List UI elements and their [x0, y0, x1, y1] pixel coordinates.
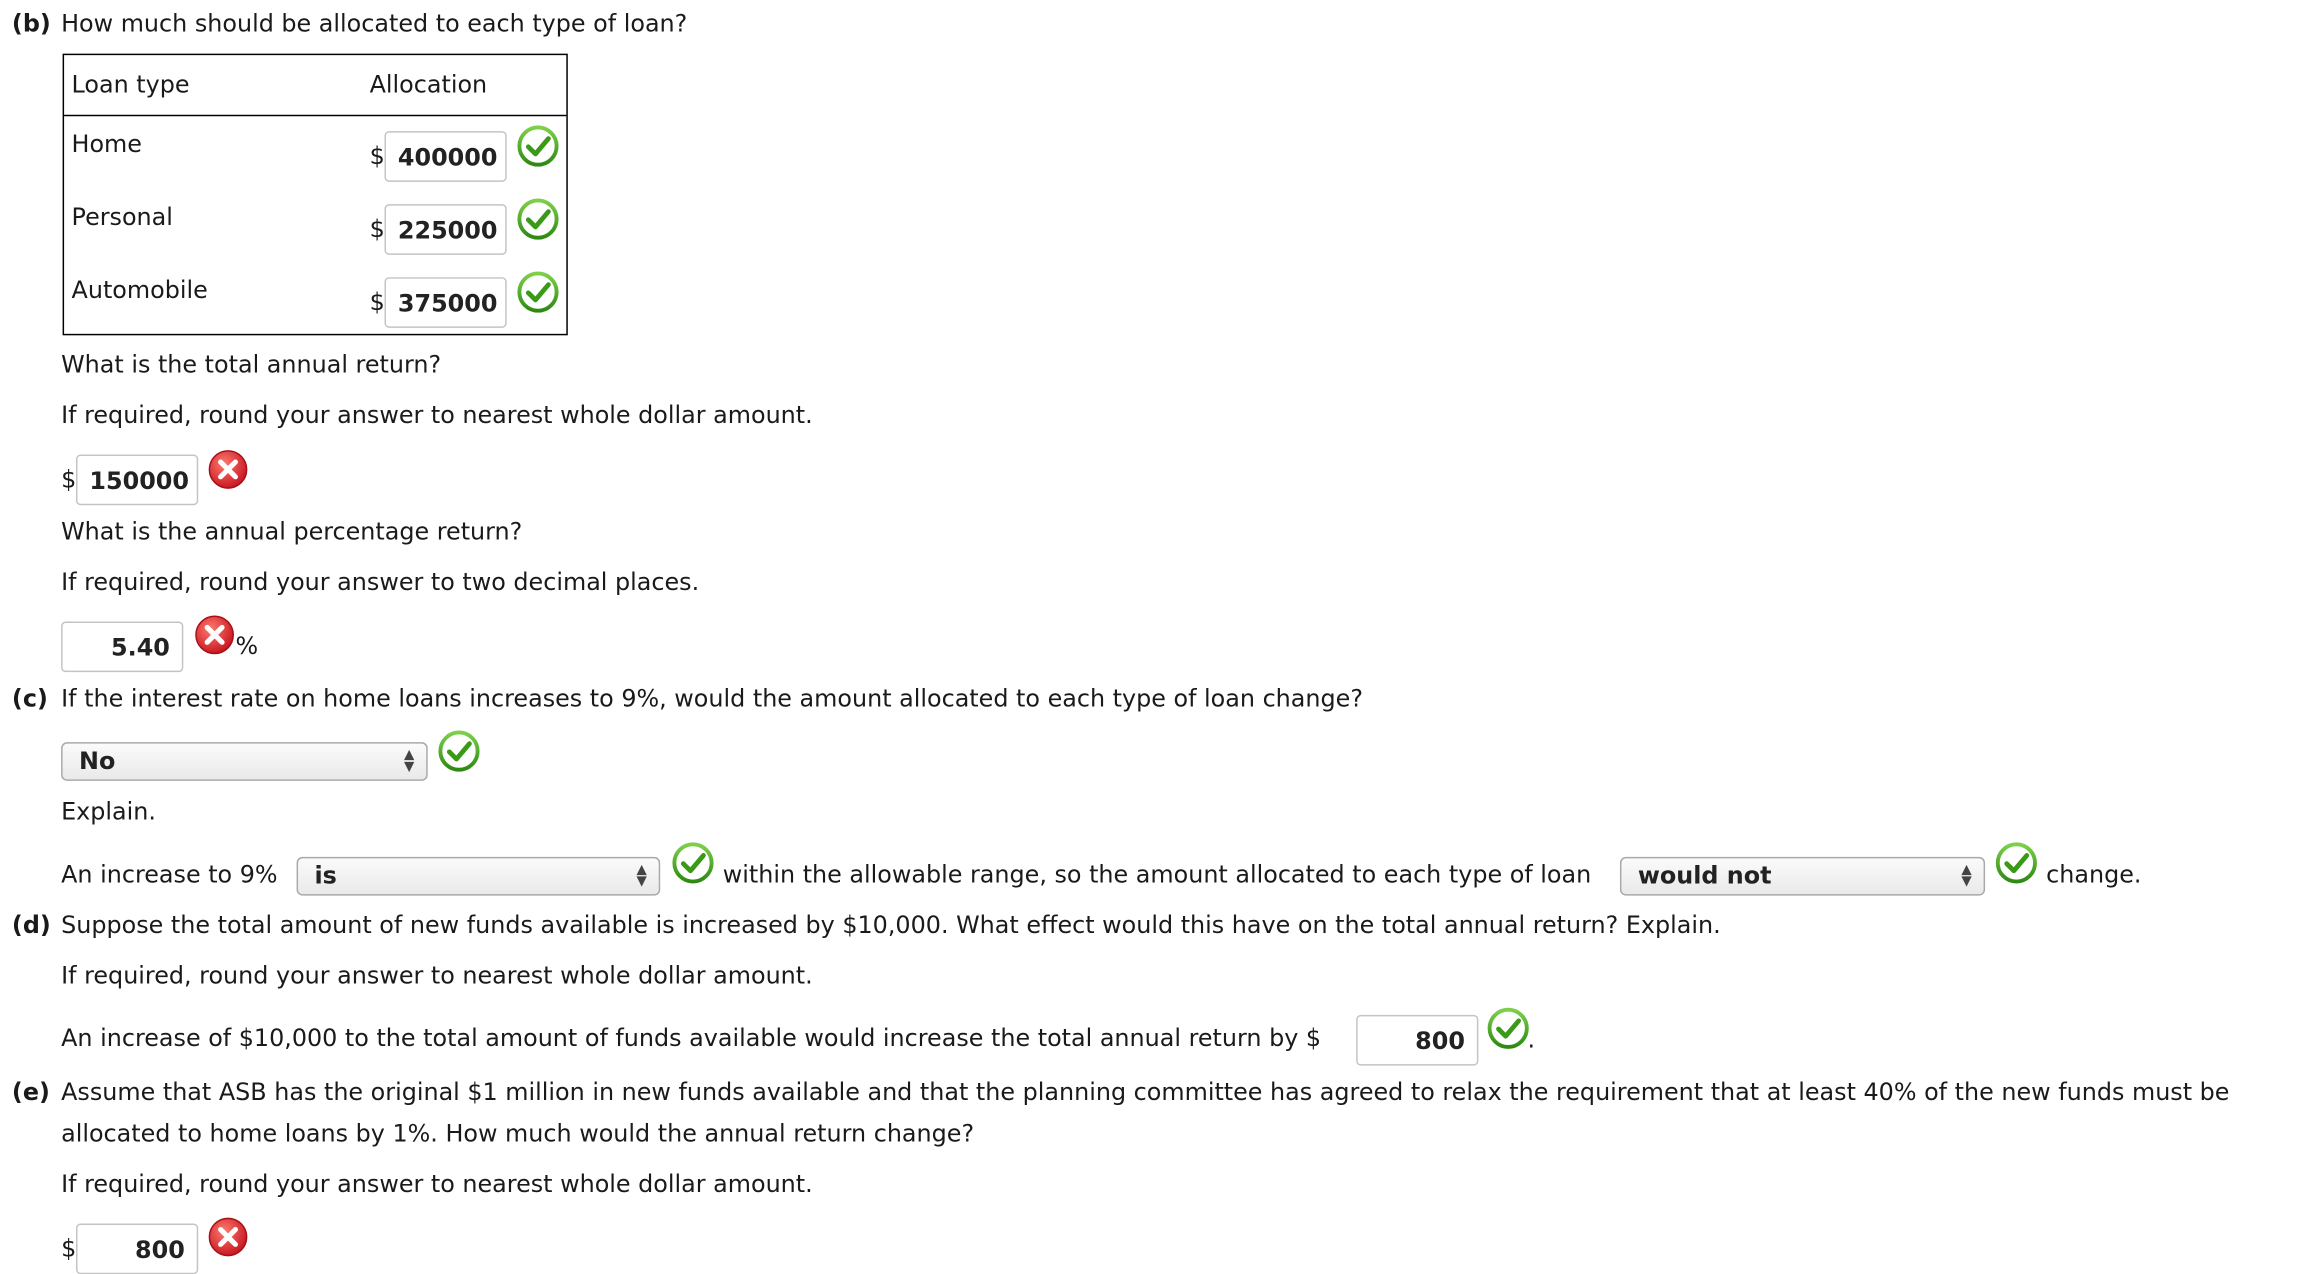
check-circle-icon [438, 730, 480, 772]
loan-type-personal: Personal [71, 202, 173, 231]
part-b-label: (b) [11, 8, 51, 38]
check-circle-icon [517, 198, 559, 240]
would-change-select-value: would not [1637, 861, 1772, 890]
range-select[interactable] [297, 857, 661, 896]
col-header-allocation: Allocation [369, 70, 488, 99]
part-d-question: Suppose the total amount of new funds available is increased by $10,000. What effect would this have on the total annual return? Explain. [61, 910, 1721, 939]
x-circle-icon [194, 614, 236, 656]
up-down-arrows-icon: ▲ ▼ [403, 748, 415, 775]
part-e-question-line2: allocated to home loans by 1%. How much would the annual return change? [61, 1119, 975, 1148]
pct-return-input[interactable]: 5.40 [61, 621, 183, 672]
explain-label: Explain. [61, 797, 156, 826]
part-d-hint: If required, round your answer to nearest whole dollar amount. [61, 961, 813, 990]
currency-symbol: $ [61, 464, 77, 494]
change-select[interactable] [61, 742, 428, 781]
currency-symbol: $ [61, 1233, 77, 1263]
annual-return-change-input[interactable]: 800 [76, 1224, 198, 1274]
check-circle-icon [1996, 842, 2038, 884]
currency-symbol: $ [369, 141, 385, 170]
total-return-hint: If required, round your answer to nearest whole dollar amount. [61, 400, 813, 430]
check-circle-icon [517, 125, 559, 167]
percent-sign: % [235, 631, 259, 661]
up-down-arrows-icon: ▲ ▼ [636, 862, 647, 890]
up-down-arrows-icon: ▲ ▼ [1961, 862, 1972, 890]
explain-sentence-middle: within the allowable range, so the amount allocated to each type of loan [722, 859, 1592, 889]
pct-return-hint: If required, round your answer to two decimal places. [61, 567, 700, 597]
explain-sentence-end: change. [2046, 859, 2142, 889]
part-d-sentence: An increase of $10,000 to the total amount of funds available would increase the total annual return by $ [61, 1023, 1322, 1053]
currency-symbol: $ [369, 287, 385, 316]
period: . [1527, 1025, 1536, 1054]
total-return-input[interactable]: 150000 [76, 455, 198, 506]
personal-allocation-input[interactable]: 225000 [384, 204, 506, 255]
part-e-question-line1: Assume that ASB has the original $1 million in new funds available and that the planning committee has agreed to relax the requirement that at least 40% of the new funds must be [61, 1077, 2230, 1106]
x-circle-icon [207, 1216, 249, 1258]
part-b-question: How much should be allocated to each type of loan? [61, 8, 688, 38]
loan-type-automobile: Automobile [71, 275, 208, 305]
check-circle-icon [672, 842, 714, 884]
part-d-label: (d) [11, 910, 51, 939]
return-increase-input[interactable]: 800 [1356, 1015, 1478, 1066]
would-change-select[interactable] [1620, 857, 1985, 896]
part-c-question: If the interest rate on home loans increases to 9%, would the amount allocated to each type of loan change? [61, 684, 1363, 713]
check-circle-icon [517, 271, 559, 313]
range-select-value: is [314, 861, 337, 890]
allocation-table-header [64, 55, 566, 116]
col-header-loan-type: Loan type [71, 70, 190, 99]
change-select-value: No [78, 746, 116, 775]
total-return-question: What is the total annual return? [61, 350, 442, 379]
part-c-label: (c) [11, 684, 48, 713]
automobile-allocation-input[interactable]: 375000 [384, 277, 506, 328]
loan-type-home: Home [71, 129, 142, 158]
x-circle-icon [207, 449, 249, 491]
check-circle-icon [1487, 1007, 1529, 1049]
pct-return-question: What is the annual percentage return? [61, 517, 523, 546]
currency-symbol: $ [369, 214, 385, 243]
part-e-label: (e) [11, 1077, 50, 1106]
explain-sentence-start: An increase to 9% [61, 859, 278, 889]
part-e-hint: If required, round your answer to nearest whole dollar amount. [61, 1169, 813, 1199]
home-allocation-input[interactable]: 400000 [384, 131, 506, 182]
